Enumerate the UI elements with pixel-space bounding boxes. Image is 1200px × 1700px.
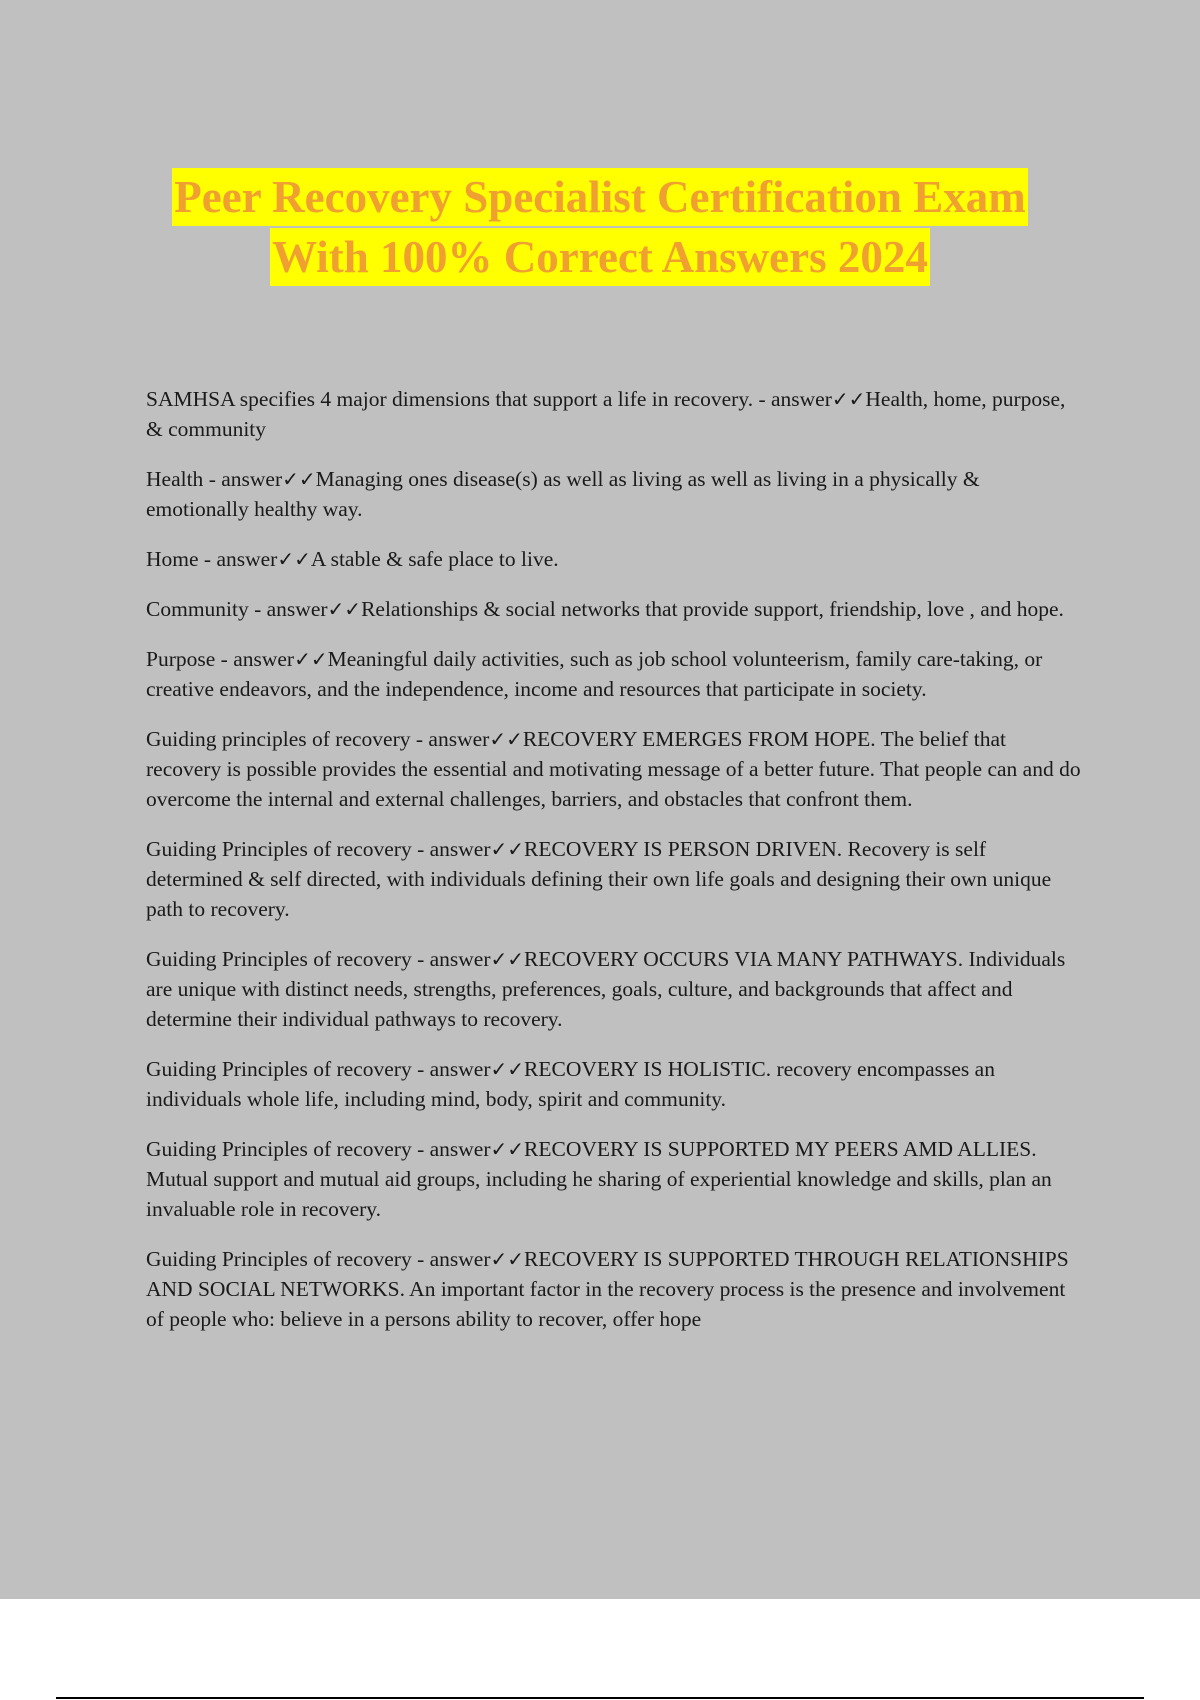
title-line-2: With 100% Correct Answers 2024 (270, 228, 930, 286)
qa-item (146, 1244, 1086, 1334)
answer-text: Relationships & social networks that provide support, friendship, love , and hope. (361, 597, 1064, 621)
question-text: Purpose (146, 647, 216, 671)
double-check-icon: ✓✓ (831, 387, 866, 411)
qa-item (146, 1054, 1086, 1114)
double-check-icon: ✓✓ (490, 947, 525, 971)
question-text: Guiding Principles of recovery (146, 1137, 412, 1161)
qa-item (146, 944, 1086, 1034)
answer-text: RECOVERY EMERGES FROM HOPE. The belief that recovery is possible provides the essential and motivating message of a better future. That people can and do overcome the internal and external challenges, barriers, and obstacles that confront them. (146, 727, 1081, 811)
qa-item (146, 1134, 1086, 1224)
double-check-icon: ✓✓ (490, 1137, 525, 1161)
double-check-icon: ✓✓ (490, 1057, 525, 1081)
qa-item (146, 594, 1086, 624)
question-text: Guiding Principles of recovery (146, 947, 412, 971)
answer-marker: - answer (220, 647, 295, 671)
answer-text: RECOVERY IS SUPPORTED THROUGH RELATIONSHIPS AND SOCIAL NETWORKS. An important factor in the recovery process is the presence and involvement of people who: believe in a persons ability to recover, offer hope (146, 1247, 1069, 1331)
qa-item (146, 724, 1086, 814)
double-check-icon: ✓✓ (294, 647, 328, 671)
question-text: Guiding principles of recovery (146, 727, 411, 751)
answer-text: RECOVERY OCCURS VIA MANY PATHWAYS. Individuals are unique with distinct needs, strengths, preferences, goals, culture, and backgrounds that affect and determine their individual pathways to recovery. (146, 947, 1066, 1031)
question-text: Guiding Principles of recovery (146, 1057, 412, 1081)
answer-text: Meaningful daily activities, such as job school volunteerism, family care-taking, or creative endeavors, and the independence, income and resources that participate in society. (146, 647, 1043, 701)
answer-marker: - answer (208, 467, 283, 491)
document-title (0, 168, 1200, 286)
question-text: SAMHSA specifies 4 major dimensions that support a life in recovery. (146, 387, 754, 411)
question-text: Guiding Principles of recovery (146, 837, 412, 861)
qa-list (146, 384, 1086, 1354)
answer-marker: - answer (415, 727, 490, 751)
double-check-icon: ✓✓ (282, 467, 316, 491)
footer-divider (56, 1697, 1144, 1699)
question-text: Home (146, 547, 199, 571)
answer-marker: - answer (417, 837, 491, 861)
title-line-1: Peer Recovery Specialist Certification Exam (172, 168, 1027, 226)
answer-marker: - answer (417, 1057, 491, 1081)
answer-marker: - answer (203, 547, 278, 571)
qa-item (146, 644, 1086, 704)
answer-text: RECOVERY IS SUPPORTED MY PEERS AMD ALLIES. Mutual support and mutual aid groups, including he sharing of experiential knowledge and skills, plan an invaluable role in recovery. (146, 1137, 1052, 1221)
double-check-icon: ✓✓ (277, 547, 311, 571)
question-text: Guiding Principles of recovery (146, 1247, 412, 1271)
answer-text: RECOVERY IS HOLISTIC. recovery encompasses an individuals whole life, including mind, body, spirit and community. (146, 1057, 995, 1111)
question-text: Health (146, 467, 204, 491)
answer-text: Health, home, purpose, & community (146, 387, 1066, 441)
answer-text: RECOVERY IS PERSON DRIVEN. Recovery is self determined & self directed, with individuals defining their own life goals and designing their own unique path to recovery. (146, 837, 1052, 921)
qa-item (146, 834, 1086, 924)
question-text: Community (146, 597, 249, 621)
double-check-icon: ✓✓ (489, 727, 523, 751)
answer-text: A stable & safe place to live. (310, 547, 559, 571)
double-check-icon: ✓✓ (327, 597, 362, 621)
double-check-icon: ✓✓ (490, 837, 525, 861)
answer-text: Managing ones disease(s) as well as living as well as living in a physically & emotionally healthy way. (146, 467, 980, 521)
qa-item (146, 544, 1086, 574)
answer-marker: - answer (417, 1247, 491, 1271)
answer-marker: - answer (758, 387, 832, 411)
answer-marker: - answer (254, 597, 328, 621)
qa-item (146, 464, 1086, 524)
qa-item (146, 384, 1086, 444)
double-check-icon: ✓✓ (490, 1247, 525, 1271)
answer-marker: - answer (417, 947, 491, 971)
answer-marker: - answer (417, 1137, 491, 1161)
